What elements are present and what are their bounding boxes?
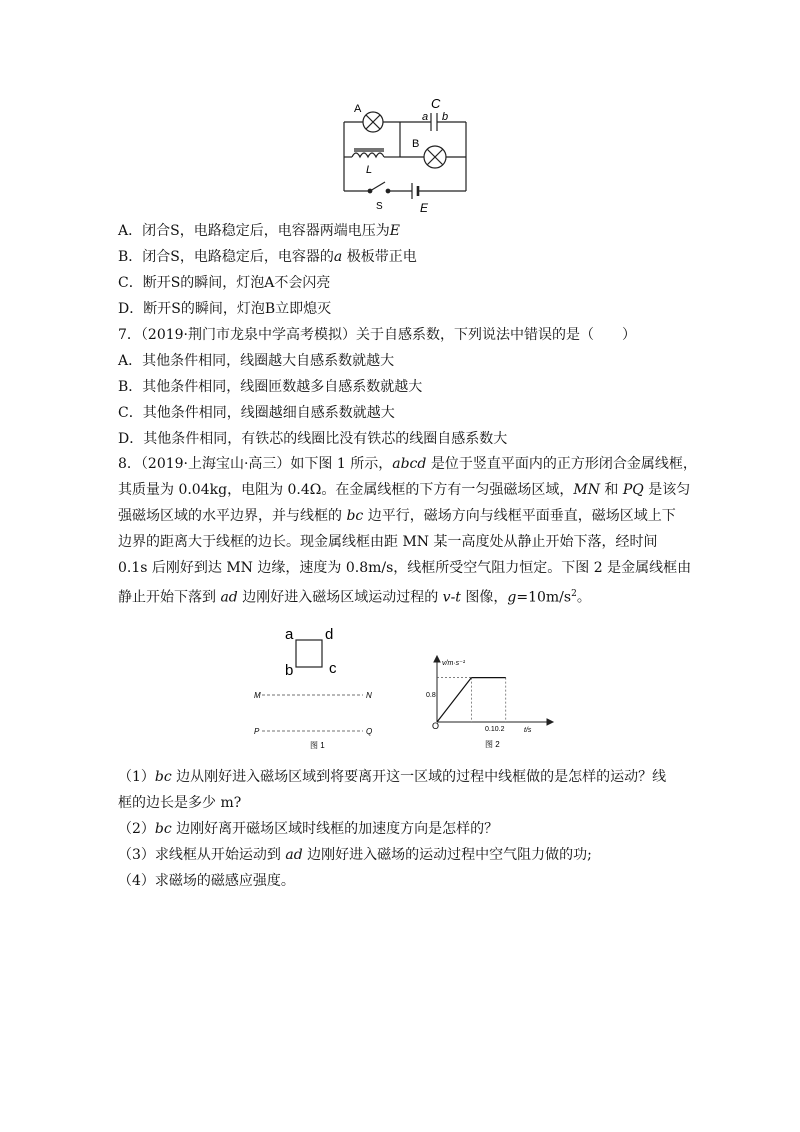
label-c: C (431, 96, 441, 111)
q8-line-2: 其质量为 0.04kg，电阻为 0.4Ω。在金属线框的下方有一匀强磁场区域，MN 和 PQ 是该匀 (118, 482, 691, 498)
x-axis-arrow (547, 719, 553, 725)
label-e: E (420, 201, 429, 215)
q8-stem (118, 451, 697, 611)
label-n: N (366, 691, 372, 700)
q6-option-d: D．断开S的瞬间，灯泡B立即熄灭 (118, 301, 332, 317)
y-axis-label: v/m·s⁻¹ (442, 660, 466, 667)
label-p: P (254, 727, 260, 736)
q6-option-c: C．断开S的瞬间，灯泡A不会闪亮 (118, 275, 331, 291)
label-b: B (412, 138, 420, 150)
inductor-l (352, 153, 384, 157)
y-tick-label: 0.8 (426, 692, 436, 699)
figure-2-caption: 图 2 (485, 740, 500, 749)
x-axis-label: t/s (524, 727, 532, 734)
figure-2-vt-graph (425, 655, 555, 755)
label-plate-a: a (422, 111, 429, 123)
q6-option-a: A．闭合S，电路稳定后，电容器两端电压为E (118, 223, 400, 239)
corner-a: a (285, 626, 294, 643)
q8-line-3: 强磁场区域的水平边界，并与线框的 bc 边平行，磁场方向与线框平面垂直，磁场区域上下 (118, 508, 676, 524)
corner-c: c (329, 660, 337, 677)
subq-1-line-1: （1）bc 边从刚好进入磁场区域到将要离开这一区域的过程中线框做的是怎样的运动？线 (118, 769, 667, 785)
label-q: Q (366, 727, 373, 736)
label-plate-b: b (442, 111, 449, 123)
q7-option-c: C．其他条件相同，线圈越细自感系数就越大 (118, 405, 395, 421)
subq-4: （4）求磁场的磁感应强度。 (118, 873, 295, 889)
corner-b: b (285, 662, 294, 679)
label-m: M (254, 691, 261, 700)
subq-1-line-2: 框的边长是多少 m? (118, 795, 242, 811)
circuit-diagram (330, 95, 480, 220)
q7-stem: 7．（2019·荆门市龙泉中学高考模拟）关于自感系数，下列说法中错误的是（ ） (118, 327, 636, 343)
q8-line-4: 边界的距离大于线框的边长。现金属线框由距 MN 某一高度处从静止开始下落，经时间 (118, 534, 658, 550)
q7-option-d: D．其他条件相同，有铁芯的线圈比没有铁芯的线圈自感系数大 (118, 431, 508, 447)
q8-line-1: 8．（2019·上海宝山·高三）如下图 1 所示，abcd 是位于竖直平面内的正方形闭合金属线框， (118, 456, 697, 472)
vt-segment-1 (437, 678, 471, 722)
square-frame (296, 640, 322, 667)
origin-label: O (432, 721, 440, 731)
q8-line-5: 0.1s 后刚好到达 MN 边缘，速度为 0.8m/s，线框所受空气阻力恒定。下图 2 是金属线框由 (118, 560, 692, 576)
q6-option-b: B．闭合S，电路稳定后，电容器的a 极板带正电 (118, 249, 417, 265)
corner-d: d (325, 626, 334, 643)
figure-1 (250, 620, 390, 755)
label-s: S (376, 201, 383, 212)
figure-1-caption: 图 1 (310, 741, 325, 750)
x-tick-labels: 0.10.2 (485, 726, 505, 733)
q7-option-a: A．其他条件相同，线圈越大自感系数就越大 (118, 353, 395, 369)
q7-option-b: B．其他条件相同，线圈匝数越多自感系数就越大 (118, 379, 423, 395)
y-axis-arrow (434, 656, 440, 662)
q8-line-6: 静止开始下落到 ad 边刚好进入磁场区域运动过程的 v-t 图像，$g=10m/s^2$。 (118, 589, 591, 606)
subq-3: （3）求线框从开始运动到 ad 边刚好进入磁场的运动过程中空气阻力做的功; (118, 847, 592, 863)
label-a: A (354, 103, 362, 115)
label-l: L (366, 164, 373, 176)
subq-2: （2）bc 边刚好离开磁场区域时线框的加速度方向是怎样的？ (118, 821, 499, 837)
